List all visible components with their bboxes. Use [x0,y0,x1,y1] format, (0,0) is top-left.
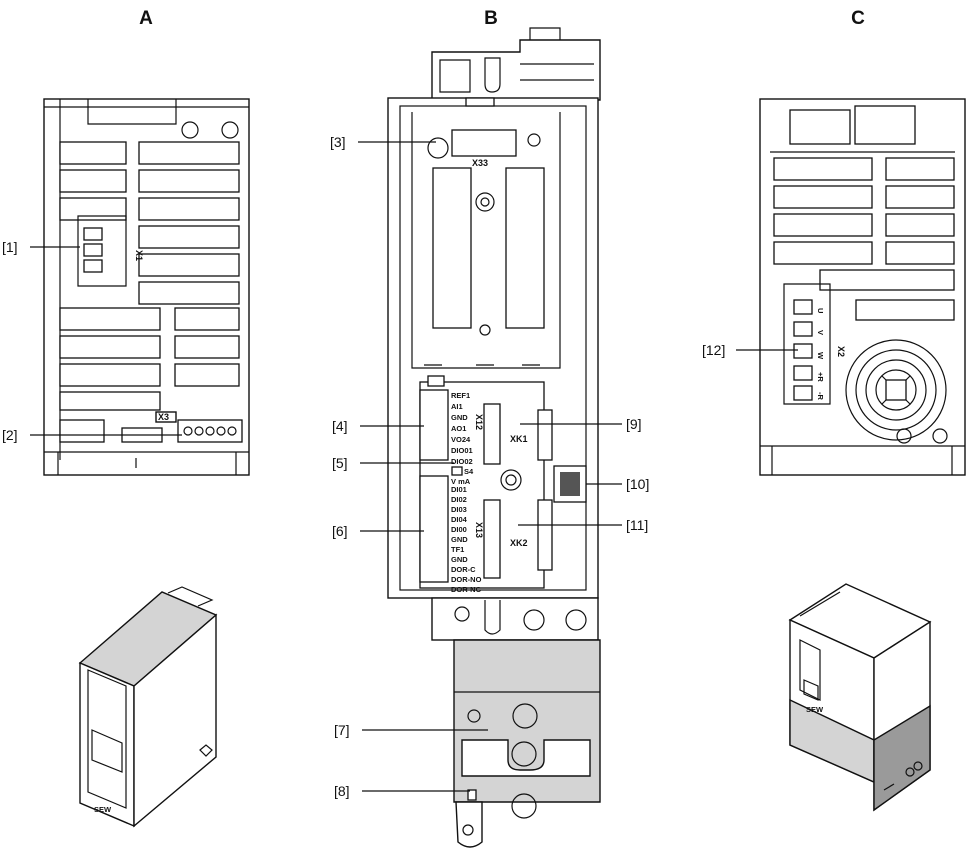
svg-text:U: U [816,308,825,314]
view-a-isometric-unit [80,587,216,826]
svg-text:AI1: AI1 [451,402,463,411]
svg-text:V: V [816,330,825,336]
callout-9: [9] [626,416,642,432]
view-heading-c: C [851,8,865,29]
svg-text:DOR-C: DOR-C [451,565,476,574]
callout-2: [2] [2,427,18,443]
svg-text:+R: +R [816,372,825,382]
svg-text:DIO01: DIO01 [451,446,473,455]
xk1-label: XK1 [510,434,528,444]
svg-text:DOR-NC: DOR-NC [451,585,481,594]
callout-4: [4] [332,418,348,434]
svg-text:DIO02: DIO02 [451,457,473,466]
view-b-front-panel [388,28,600,598]
svg-text:DI04: DI04 [451,515,467,524]
callout-3: [3] [330,134,346,150]
svg-text:DI01: DI01 [451,485,467,494]
svg-text:DOR-NO: DOR-NO [451,575,482,584]
x2-label: X2 [836,346,846,358]
svg-text:-R: -R [816,392,825,400]
brand-text-a: SEW [94,805,112,814]
x3-label: X3 [158,412,170,422]
svg-text:GND: GND [451,555,468,564]
view-heading-b: B [484,8,498,29]
callout-11: [11] [626,517,649,533]
x3-connector [178,420,242,442]
brand-text-c: SEW [806,705,824,714]
view-a-side-panel [44,99,249,475]
view-heading-a: A [139,8,153,29]
callout-1: [1] [2,239,18,255]
callout-6: [6] [332,523,348,539]
svg-text:DI00: DI00 [451,525,467,534]
s4-label: S4 [464,467,474,476]
svg-text:DI02: DI02 [451,495,467,504]
view-c-side-panel [760,99,965,475]
x1-label: X1 [134,250,144,262]
xk2-label: XK2 [510,538,528,548]
callout-8: [8] [334,783,350,799]
svg-text:VO24: VO24 [451,435,471,444]
svg-text:REF1: REF1 [451,391,471,400]
callout-5: [5] [332,455,348,471]
svg-text:AO1: AO1 [451,424,467,433]
svg-text:GND: GND [451,535,468,544]
svg-text:GND: GND [451,413,468,422]
view-c-isometric-unit [790,584,930,810]
svg-text:W: W [816,352,825,360]
x33-label: X33 [472,158,489,168]
x13-connector [420,476,448,582]
callout-10: [10] [626,476,650,492]
x12-connector [420,390,448,460]
x13-label: X13 [474,522,484,539]
s4-switch[interactable] [452,467,462,475]
s4-range-label: V mA [451,477,471,486]
svg-text:TF1: TF1 [451,545,465,554]
svg-text:DI03: DI03 [451,505,467,514]
callout-12: [12] [702,342,726,358]
view-b-shield-plate [432,598,600,847]
x12-label: X12 [474,414,484,431]
callout-7: [7] [334,722,350,738]
